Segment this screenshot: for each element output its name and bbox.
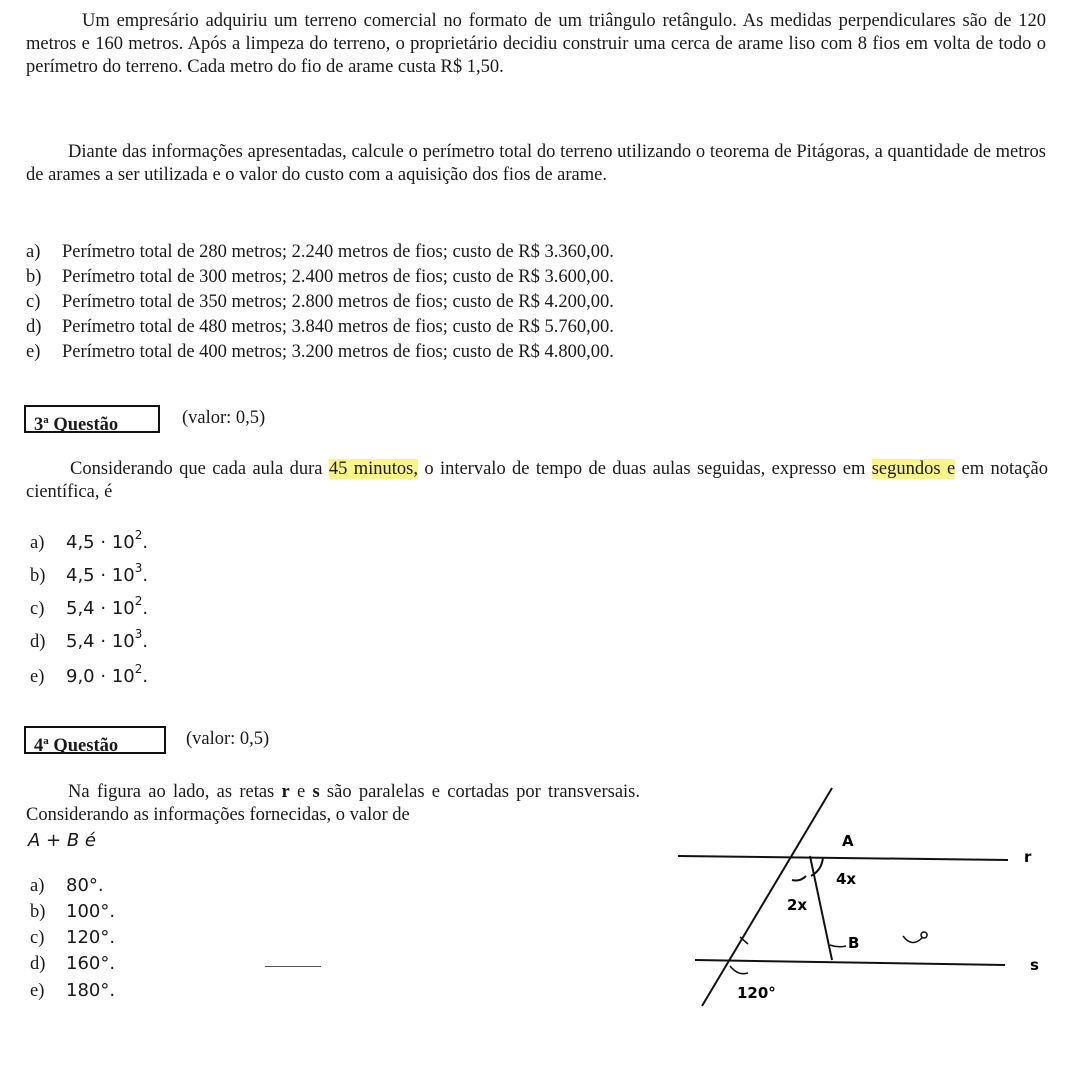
transversal-2	[810, 856, 832, 960]
q3-title-box	[24, 405, 160, 436]
q4-value: (valor: 0,5)	[186, 729, 270, 749]
option-letter: c)	[30, 928, 45, 948]
q2-option-e[interactable]	[26, 342, 614, 363]
transversal-1	[702, 788, 832, 1006]
label-r: r	[1024, 848, 1032, 866]
option-text: 120°.	[66, 927, 116, 948]
option-letter: b)	[26, 267, 42, 287]
angle-arc-120	[730, 966, 748, 974]
line-s-name: s	[312, 782, 320, 802]
option-text: Perímetro total de 350 metros; 2.800 metros de fios; custo de R$ 4.200,00.	[62, 292, 614, 312]
q4-option-a[interactable]	[30, 875, 104, 897]
option-letter: a)	[30, 876, 45, 896]
option-math: $9,0 \cdot 10^2$.	[66, 662, 149, 687]
option-math: $5,4 \cdot 10^3$.	[66, 627, 149, 652]
option-text: Perímetro total de 300 metros; 2.400 metros de fios; custo de R$ 3.600,00.	[62, 267, 614, 287]
q2-question: Diante das informações apresentadas, calcule o perímetro total do terreno utilizando o teorema de Pitágoras, a quantidade de metros de arames a ser utilizada e o valor do custo com a aquisição dos fios de arame.	[26, 142, 1046, 185]
q4-statement: Na figura ao lado, as retas r e s são paralelas e cortadas por transversais. Considerando as informações fornecidas, o valor de	[26, 782, 641, 825]
line-r-name: r	[281, 782, 290, 802]
option-letter: b)	[30, 566, 46, 586]
q4-title-box	[24, 726, 166, 757]
option-text: 100°.	[66, 901, 116, 922]
angle-arc-B	[830, 945, 846, 947]
option-letter: b)	[30, 902, 46, 922]
highlight-seconds: segundos e	[871, 459, 956, 479]
option-letter: a)	[26, 242, 41, 262]
label-2x: 2x	[787, 896, 808, 914]
label-A: A	[842, 832, 854, 850]
option-letter: a)	[30, 533, 45, 553]
q4-expression: A + B é	[28, 830, 96, 851]
label-B: B	[848, 934, 860, 952]
option-letter: e)	[30, 667, 45, 687]
q3-option-c[interactable]	[30, 596, 148, 620]
line-r	[678, 856, 1008, 860]
option-letter: d)	[26, 317, 42, 337]
option-letter: d)	[30, 954, 46, 974]
q3-option-e[interactable]	[30, 664, 148, 688]
q4-number: 4	[34, 736, 44, 757]
scribble-mark	[903, 932, 927, 943]
q3-ordinal: a	[43, 414, 49, 426]
q3-number: 3	[34, 415, 44, 436]
option-letter: e)	[30, 981, 45, 1001]
label-4x: 4x	[836, 870, 857, 888]
option-math: $5,4 \cdot 10^2$.	[66, 594, 149, 619]
line-s	[695, 960, 1005, 965]
q4-title: Questão	[53, 736, 119, 757]
option-text: Perímetro total de 280 metros; 2.240 metros de fios; custo de R$ 3.360,00.	[62, 242, 614, 262]
parallel-lines-figure	[660, 780, 1060, 1020]
option-letter: c)	[30, 599, 45, 619]
q4-option-e[interactable]	[30, 980, 115, 1002]
option-text: 80°.	[66, 875, 104, 896]
q3-statement: Considerando que cada aula dura 45 minutos, o intervalo de tempo de duas aulas seguidas, expresso em segundos e em notação científica, é	[26, 459, 1049, 502]
q3-option-a[interactable]	[30, 530, 148, 554]
label-120: 120°	[737, 984, 776, 1002]
q3-option-d[interactable]	[30, 629, 148, 653]
option-text: 160°.	[66, 953, 116, 974]
q4-option-b[interactable]	[30, 901, 115, 923]
option-letter: c)	[26, 292, 41, 312]
q2-statement: Um empresário adquiriu um terreno comercial no formato de um triângulo retângulo. As medidas perpendiculares são de 120 metros e 160 metros. Após a limpeza do terreno, o proprietário decidiu construir uma cerca de arame liso com 8 fios em volta de todo o perímetro do terreno. Cada metro do fio de arame custa R$ 1,50.	[26, 11, 1046, 77]
q2-option-a[interactable]	[26, 242, 614, 263]
stray-mark	[265, 966, 321, 967]
option-letter: e)	[26, 342, 41, 362]
q3-option-b[interactable]	[30, 563, 148, 587]
q3-title: Questão	[53, 415, 119, 436]
highlight-duration: 45 minutos,	[328, 459, 418, 479]
option-text: 180°.	[66, 980, 116, 1001]
option-text: Perímetro total de 400 metros; 3.200 metros de fios; custo de R$ 4.800,00.	[62, 342, 614, 362]
q2-option-b[interactable]	[26, 267, 614, 288]
angle-arc-2x	[792, 876, 806, 881]
option-text: Perímetro total de 480 metros; 3.840 metros de fios; custo de R$ 5.760,00.	[62, 317, 614, 337]
option-math: $4,5 \cdot 10^3$.	[66, 561, 149, 586]
option-math: $4,5 \cdot 10^2$.	[66, 528, 149, 553]
q2-option-d[interactable]	[26, 317, 614, 338]
q3-value: (valor: 0,5)	[182, 408, 266, 428]
q2-option-c[interactable]	[26, 292, 614, 313]
option-letter: d)	[30, 632, 46, 652]
q4-option-d[interactable]	[30, 953, 115, 975]
q4-ordinal: a	[43, 735, 49, 747]
q4-option-c[interactable]	[30, 927, 115, 949]
label-s: s	[1030, 956, 1039, 974]
